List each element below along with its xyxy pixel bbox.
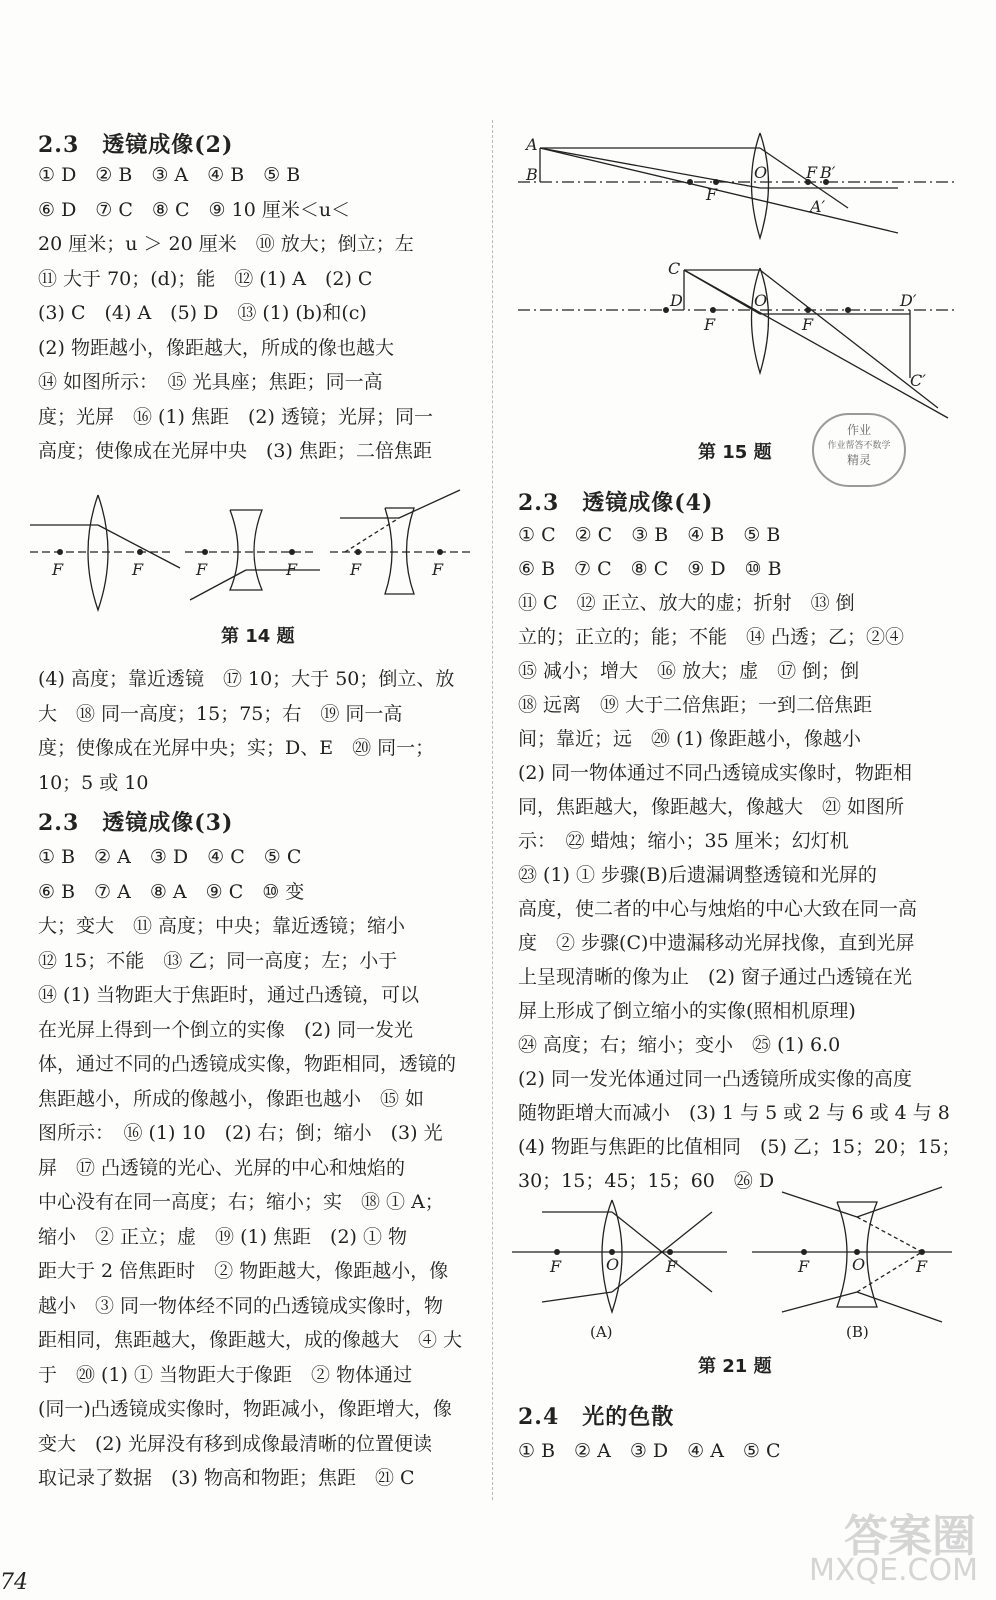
answer-line: 屏 ⑰ 凸透镜的光心、光屏的中心和烛焰的 xyxy=(38,1156,406,1179)
answer-line: 上呈现清晰的像为止 (2) 窗子通过凸透镜在光 xyxy=(518,966,912,988)
answer-line: ⑭ 如图所示： ⑮ 光具座；焦距；同一高 xyxy=(38,371,383,393)
answer-line: (4) 高度；靠近透镜 ⑰ 10；大于 50；倒立、放 xyxy=(38,668,455,690)
answer-line: 度；光屏 ⑯ (1) 焦距 (2) 透镜；光屏；同一 xyxy=(38,405,433,428)
figure-21-caption: 第 21 题 xyxy=(698,1356,772,1377)
page-number: 74 xyxy=(0,1570,28,1595)
figure-15 xyxy=(518,128,958,438)
watermark-url: MXQE.COM xyxy=(809,1553,978,1588)
svg-text:A: A xyxy=(526,135,538,154)
svg-text:F: F xyxy=(798,1257,810,1276)
answers-2-4: ① B ② A ③ D ④ A ⑤ C xyxy=(518,1440,781,1462)
answer-line: 距大于 2 倍焦距时 ② 物距越大，像距越小，像 xyxy=(38,1260,449,1282)
answer-line: ① D ② B ③ A ④ B ⑤ B xyxy=(38,164,301,186)
svg-text:F: F xyxy=(196,560,208,579)
answer-line: ① B ② A ③ D ④ C ⑤ C xyxy=(38,846,302,868)
section-title-2-3-2: 2.3 透镜成像(2) xyxy=(38,132,234,158)
svg-text:D: D xyxy=(670,291,683,310)
answer-line: ⑥ B ⑦ C ⑧ C ⑨ D ⑩ B xyxy=(518,558,782,580)
answer-line: 中心没有在同一高度；右；缩小；实 ⑱ ① A； xyxy=(38,1191,444,1213)
svg-text:F: F xyxy=(350,560,362,579)
answer-line: (同一)凸透镜成实像时，物距减小，像距增大，像 xyxy=(38,1398,452,1420)
answer-line: 20 厘米；u ＞ 20 厘米 ⑩ 放大；倒立；左 xyxy=(38,233,414,255)
svg-text:A′: A′ xyxy=(810,197,826,216)
answer-line: 取记录了数据 (3) 物高和物距；焦距 ㉑ C xyxy=(38,1467,415,1489)
figure-15-caption: 第 15 题 xyxy=(698,442,772,463)
answer-line: (3) C (4) A (5) D ⑬ (1) (b)和(c) xyxy=(38,302,367,324)
svg-text:F: F xyxy=(802,315,814,334)
svg-text:F: F xyxy=(704,315,716,334)
answer-line: 越小 ③ 同一物体经不同的凸透镜成实像时，物 xyxy=(38,1294,444,1317)
answer-line: 大；变大 ⑪ 高度；中央；靠近透镜；缩小 xyxy=(38,915,406,937)
answer-line: 立的；正立的；能；不能 ⑭ 凸透；乙；②④ xyxy=(518,626,905,648)
svg-text:F: F xyxy=(286,560,298,579)
answer-line: (4) 物距与焦距的比值相同 (5) 乙；15；20；15； xyxy=(518,1136,961,1158)
svg-text:F: F xyxy=(806,163,818,182)
answer-line: (2) 同一物体通过不同凸透镜成实像时，物距相 xyxy=(518,762,912,784)
answer-line: 变大 (2) 光屏没有移到成像最清晰的位置便读 xyxy=(38,1432,432,1455)
svg-text:F: F xyxy=(52,560,64,579)
svg-text:O: O xyxy=(852,1255,866,1274)
answer-line: 焦距越小，所成的像越小，像距也越小 ⑮ 如 xyxy=(38,1087,425,1110)
answer-line: ⑥ B ⑦ A ⑧ A ⑨ C ⑩ 变 xyxy=(38,880,305,903)
answer-line: 图所示： ⑯ (1) 10 (2) 右；倒；缩小 (3) 光 xyxy=(38,1122,443,1144)
answer-line: 度；使像成在光屏中央；实；D、E ⑳ 同一； xyxy=(38,737,435,759)
answer-line: 屏上形成了倒立缩小的实像(照相机原理) xyxy=(518,1000,856,1022)
svg-text:(A): (A) xyxy=(590,1323,613,1341)
svg-text:F: F xyxy=(916,1257,928,1276)
svg-text:C′: C′ xyxy=(910,371,926,390)
answer-line: 距相同，焦距越大，像距越大，成的像越大 ④ 大 xyxy=(38,1329,463,1351)
answer-line: 高度；使像成在光屏中央 (3) 焦距；二倍焦距 xyxy=(38,440,432,462)
answer-line: ⑱ 远离 ⑲ 大于二倍焦距；一到二倍焦距 xyxy=(518,694,873,716)
answer-line: ㉓ (1) ① 步骤(B)后遗漏调整透镜和光屏的 xyxy=(518,864,877,886)
svg-text:C: C xyxy=(668,259,681,278)
section-title-2-3-3: 2.3 透镜成像(3) xyxy=(38,810,234,836)
svg-text:F: F xyxy=(666,1257,678,1276)
answer-line: ⑥ D ⑦ C ⑧ C ⑨ 10 厘米＜u＜ xyxy=(38,198,351,221)
answer-line: 在光屏上得到一个倒立的实像 (2) 同一发光 xyxy=(38,1018,413,1041)
column-divider xyxy=(492,120,493,1500)
answer-line: 10；5 或 10 xyxy=(38,771,149,794)
svg-text:F: F xyxy=(706,185,718,204)
svg-text:B: B xyxy=(526,165,538,184)
watermark-logo: 答案圈 xyxy=(844,1511,976,1562)
answer-line: 30；15；45；15；60 ㉖ D xyxy=(518,1170,775,1192)
answer-line: ① C ② C ③ B ④ B ⑤ B xyxy=(518,524,781,546)
answer-line: 同，焦距越大，像距越大，像越大 ㉑ 如图所 xyxy=(518,796,905,818)
answer-line: 间；靠近；远 ⑳ (1) 像距越小，像越小 xyxy=(518,728,861,750)
answer-line: 度 ② 步骤(C)中遗漏移动光屏找像，直到光屏 xyxy=(518,932,915,954)
section-title-2-3-4: 2.3 透镜成像(4) xyxy=(518,490,714,516)
svg-text:(B): (B) xyxy=(846,1323,869,1341)
svg-text:D′: D′ xyxy=(900,291,917,310)
svg-text:O: O xyxy=(754,163,768,182)
svg-text:O: O xyxy=(606,1255,620,1274)
answer-line: ⑫ 15；不能 ⑬ 乙；同一高度；左；小于 xyxy=(38,949,398,972)
figure-21 xyxy=(512,1192,952,1341)
figure-14-caption: 第 14 题 xyxy=(221,626,295,647)
answer-line: (2) 同一发光体通过同一凸透镜所成实像的高度 xyxy=(518,1068,912,1090)
answer-line: 示： ㉒ 蜡烛；缩小；35 厘米；幻灯机 xyxy=(518,830,849,852)
svg-text:F: F xyxy=(432,560,444,579)
svg-text:F: F xyxy=(550,1257,562,1276)
answer-line: ⑪ C ⑫ 正立、放大的虚；折射 ⑬ 倒 xyxy=(518,592,855,614)
answer-line: 于 ⑳ (1) ① 当物距大于像距 ② 物体通过 xyxy=(38,1363,413,1386)
answer-line: ⑪ 大于 70；(d)；能 ⑫ (1) A (2) C xyxy=(38,267,373,290)
answer-line: 高度，使二者的中心与烛焰的中心大致在同一高 xyxy=(518,898,918,920)
figure-14 xyxy=(30,490,470,620)
answer-line: 随物距增大而减小 (3) 1 与 5 或 2 与 6 或 4 与 8 xyxy=(518,1102,950,1124)
stamp: 作业 作业帮答不数学 精灵 xyxy=(812,413,906,487)
section-title-2-4: 2.4 光的色散 xyxy=(518,1404,675,1430)
answer-line: ⑮ 减小；增大 ⑯ 放大；虚 ⑰ 倒；倒 xyxy=(518,660,860,682)
svg-text:F: F xyxy=(132,560,144,579)
answer-line: 体，通过不同的凸透镜成实像，物距相同，透镜的 xyxy=(38,1053,457,1075)
svg-text:O: O xyxy=(754,291,768,310)
answer-line: (2) 物距越小，像距越大，所成的像也越大 xyxy=(38,336,394,359)
answer-line: 大 ⑱ 同一高度；15；75；右 ⑲ 同一高 xyxy=(38,702,403,725)
answer-line: ⑭ (1) 当物距大于焦距时，通过凸透镜，可以 xyxy=(38,984,419,1006)
svg-text:B′: B′ xyxy=(820,163,836,182)
answer-line: 缩小 ② 正立；虚 ⑲ (1) 焦距 (2) ① 物 xyxy=(38,1225,408,1248)
answer-line: ㉔ 高度；右；缩小；变小 ㉕ (1) 6.0 xyxy=(518,1034,841,1056)
